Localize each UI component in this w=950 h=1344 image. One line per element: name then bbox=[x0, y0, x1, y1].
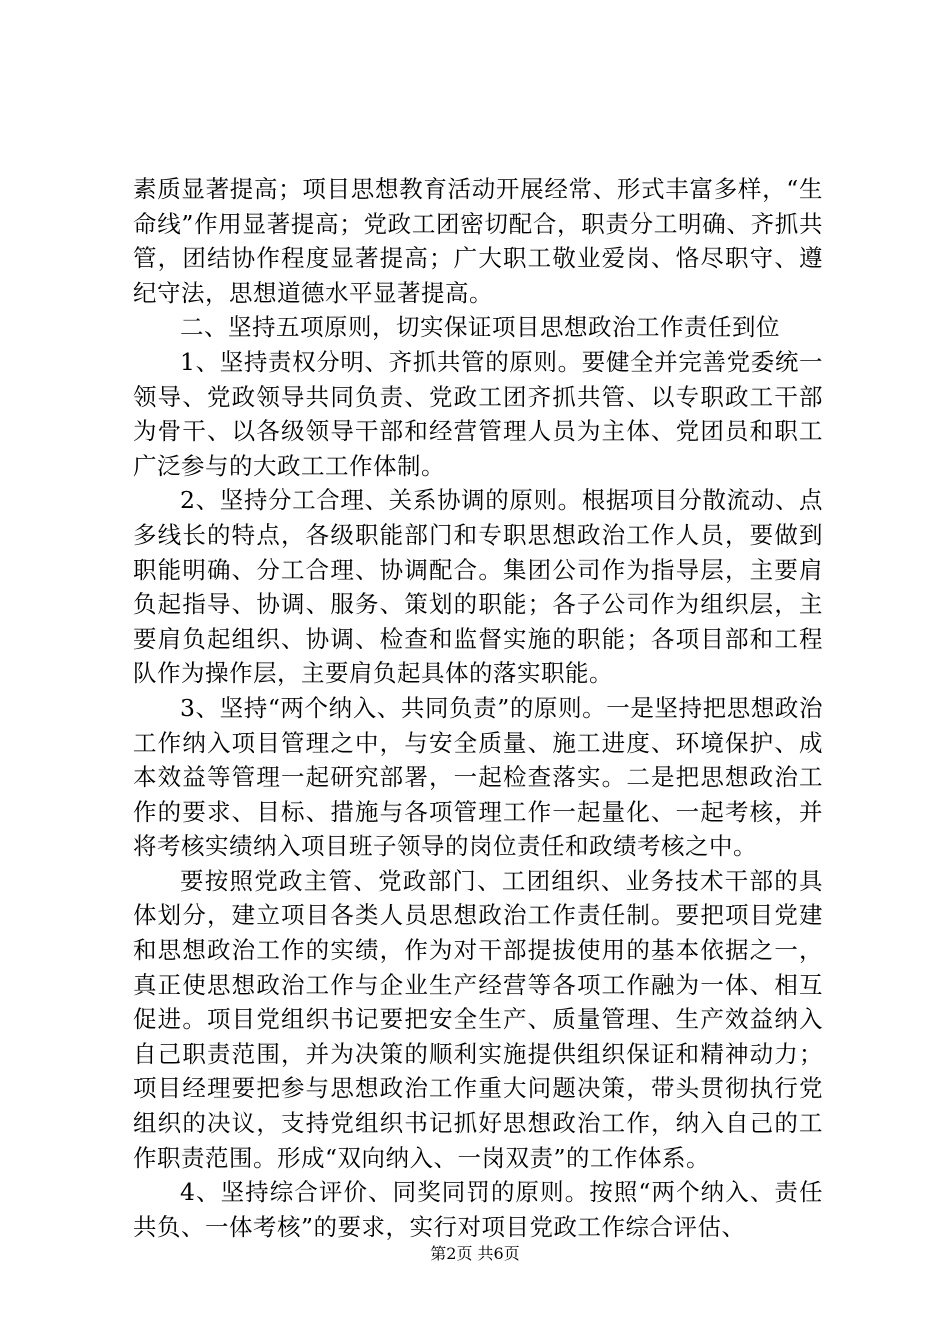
paragraph-principle-2: 2、坚持分工合理、关系协调的原则。根据项目分散流动、点多线长的特点，各级职能部门和专职思想政治工作人员，要做到职能明确、分工合理、协调配合。集团公司作为指导层，主要肩负起指导、协调、服务、策划的职能；各子公司作为组织层，主要肩负起组织、协调、检查和监督实施的职能；各项目部和工程队作为操作层，主要肩负起具体的落实职能。 bbox=[133, 486, 823, 688]
document-body bbox=[133, 172, 823, 1244]
paragraph-continuation: 素质显著提高；项目思想教育活动开展经常、形式丰富多样，“生命线”作用显著提高；党政工团密切配合，职责分工明确、齐抓共管，团结协作程度显著提高；广大职工敬业爱岗、恪尽职守、遵纪守法，思想道德水平显著提高。 bbox=[133, 175, 823, 307]
paragraph-principle-4: 4、坚持综合评价、同奖同罚的原则。按照“两个纳入、责任共负、一体考核”的要求，实行对项目党政工作综合评估、 bbox=[133, 1178, 823, 1241]
section-heading: 二、坚持五项原则，切实保证项目思想政治工作责任到位 bbox=[180, 313, 780, 342]
paragraph-principle-3: 3、坚持“两个纳入、共同负责”的原则。一是坚持把思想政治工作纳入项目管理之中，与安全质量、施工进度、环境保护、成本效益等管理一起研究部署，一起检查落实。二是把思想政治工作的要求、目标、措施与各项管理工作一起量化、一起考核，并将考核实绩纳入项目班子领导的岗位责任和政绩考核之中。 bbox=[133, 693, 823, 861]
paragraph-principle-1: 1、坚持责权分明、齐抓共管的原则。要健全并完善党委统一领导、党政领导共同负责、党政工团齐抓共管、以专职政工干部为骨干、以各级领导干部和经营管理人员为主体、党团员和职工广泛参与的大政工工作体制。 bbox=[133, 347, 823, 480]
paragraph-responsibility-system: 要按照党政主管、党政部门、工团组织、业务技术干部的具体划分，建立项目各类人员思想政治工作责任制。要把项目党建和思想政治工作的实绩，作为对干部提拔使用的基本依据之一，真正使思想政治工作与企业生产经营等各项工作融为一体、相互促进。项目党组织书记要把安全生产、质量管理、生产效益纳入自己职责范围，并为决策的顺利实施提供组织保证和精神动力；项目经理要把参与思想政治工作重大问题决策，带头贯彻执行党组织的决议，支持党组织书记抓好思想政治工作，纳入自己的工作职责范围。形成“双向纳入、一岗双责”的工作体系。 bbox=[133, 866, 823, 1172]
page-number-footer: 第2页 共6页 bbox=[430, 1244, 520, 1263]
